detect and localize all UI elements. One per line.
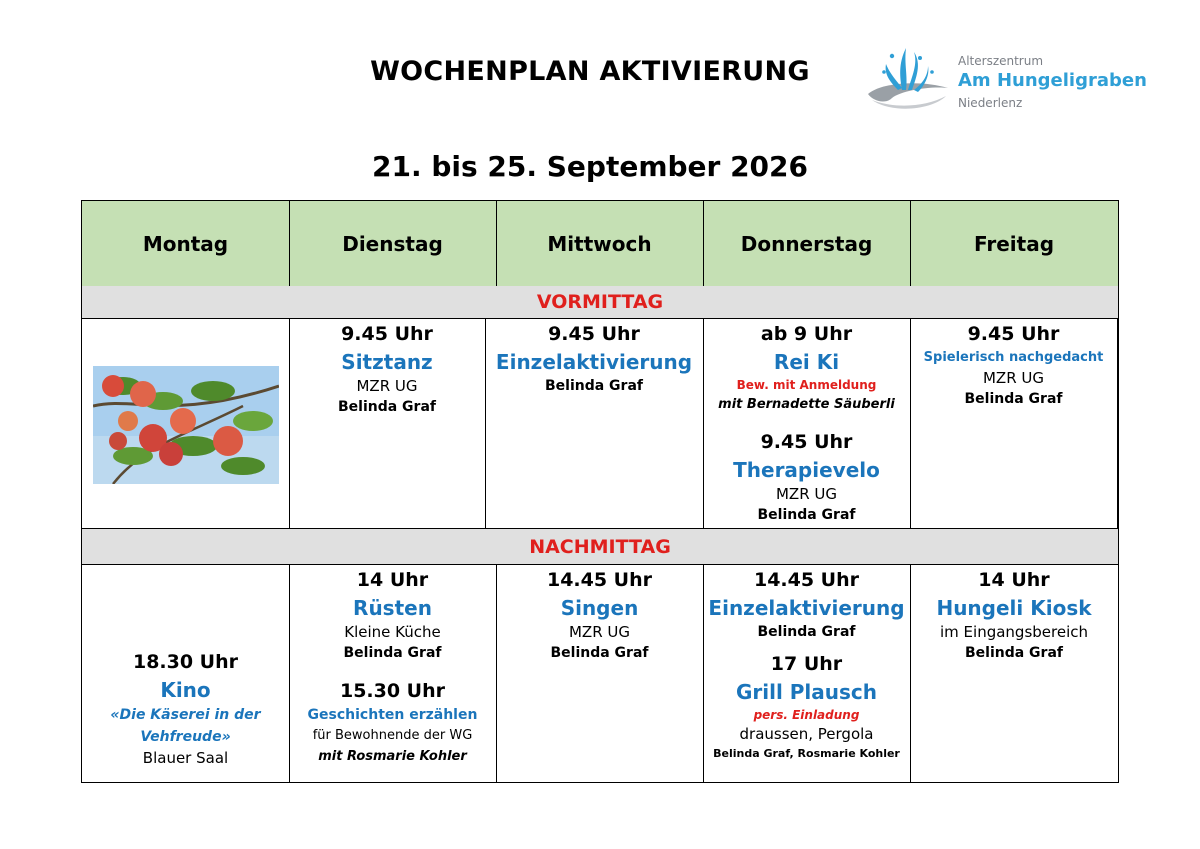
detail: «Die Käserei in der bbox=[110, 707, 261, 723]
activity: Therapievelo bbox=[733, 458, 880, 482]
person: Belinda Graf bbox=[964, 645, 1063, 661]
activity: Singen bbox=[560, 596, 639, 620]
header-mittwoch: Mittwoch bbox=[496, 201, 704, 286]
time: 9.45 Uhr bbox=[548, 323, 640, 345]
table-header-row bbox=[82, 201, 1118, 287]
place: MZR UG bbox=[775, 485, 837, 503]
nachmittag-donnerstag-cell bbox=[703, 565, 911, 782]
activity: Hungeli Kiosk bbox=[936, 596, 1092, 620]
person: Belinda Graf bbox=[337, 399, 436, 415]
person: Belinda Graf, Rosmarie Kohler bbox=[713, 747, 900, 760]
place: Kleine Küche bbox=[344, 623, 441, 641]
time: 15.30 Uhr bbox=[339, 680, 446, 702]
nachmittag-dienstag-cell bbox=[289, 565, 497, 782]
nachmittag-mittwoch-cell bbox=[496, 565, 704, 782]
activity: Sitztanz bbox=[341, 350, 433, 374]
person: Belinda Graf bbox=[757, 624, 856, 640]
logo-line-1: Alterszentrum bbox=[958, 54, 1044, 68]
vormittag-montag-cell bbox=[82, 319, 290, 529]
vormittag-band: VORMITTAG bbox=[82, 286, 1118, 319]
person: Belinda Graf bbox=[343, 645, 442, 661]
vormittag-mittwoch-cell bbox=[485, 319, 704, 529]
person: Belinda Graf bbox=[757, 507, 856, 523]
time: 9.45 Uhr bbox=[341, 323, 433, 345]
person: Belinda Graf bbox=[964, 391, 1063, 407]
time: 14 Uhr bbox=[356, 569, 429, 591]
activity: Einzelaktivierung bbox=[708, 596, 905, 620]
vormittag-freitag-cell bbox=[910, 319, 1118, 529]
note: Bew. mit Anmeldung bbox=[736, 378, 877, 392]
activity: Rüsten bbox=[353, 596, 432, 620]
activity: Kino bbox=[160, 678, 211, 702]
header-freitag: Freitag bbox=[973, 231, 1055, 256]
place: Blauer Saal bbox=[142, 749, 229, 767]
time: 14.45 Uhr bbox=[753, 569, 860, 591]
apple-tree-image bbox=[93, 366, 279, 484]
place: im Eingangsbereich bbox=[940, 623, 1088, 641]
place: MZR UG bbox=[568, 623, 630, 641]
time: 9.45 Uhr bbox=[760, 431, 853, 453]
header-donnerstag: Donnerstag bbox=[703, 201, 911, 286]
time: 18.30 Uhr bbox=[132, 651, 239, 673]
vormittag-dienstag-cell bbox=[289, 319, 486, 529]
activity: Rei Ki bbox=[773, 350, 840, 374]
nachmittag-freitag-cell bbox=[910, 565, 1118, 782]
activity: Grill Plausch bbox=[735, 680, 878, 704]
activity: Geschichten erzählen bbox=[307, 707, 478, 723]
person: mit Rosmarie Kohler bbox=[318, 749, 467, 764]
logo-line-2: Am Hungeligraben bbox=[958, 70, 1147, 91]
detail: Vehfreude» bbox=[140, 729, 231, 745]
header-montag: Montag bbox=[82, 201, 290, 286]
place: draussen, Pergola bbox=[739, 725, 874, 743]
nachmittag-band: NACHMITTAG bbox=[82, 528, 1118, 565]
page-title: WOCHENPLAN AKTIVIERUNG bbox=[370, 56, 810, 87]
weekly-plan-table bbox=[81, 200, 1119, 783]
date-range: 21. bis 25. September 2026 bbox=[371, 150, 809, 183]
activity: Einzelaktivierung bbox=[495, 350, 693, 374]
time: 17 Uhr bbox=[770, 653, 843, 675]
activity: Spielerisch nachgedacht bbox=[923, 350, 1104, 365]
note: pers. Einladung bbox=[753, 708, 860, 722]
time: 14 Uhr bbox=[978, 569, 1050, 591]
nachmittag-montag-cell bbox=[82, 565, 290, 782]
time: 14.45 Uhr bbox=[546, 569, 653, 591]
fountain-logo-icon bbox=[862, 42, 952, 114]
place: für Bewohnende der WG bbox=[312, 728, 473, 743]
time: 9.45 Uhr bbox=[967, 323, 1060, 345]
vormittag-donnerstag-cell bbox=[703, 319, 911, 529]
person: Belinda Graf bbox=[544, 378, 643, 394]
logo-line-3: Niederlenz bbox=[958, 96, 1023, 110]
header-dienstag: Dienstag bbox=[289, 201, 497, 286]
person: Belinda Graf bbox=[550, 645, 649, 661]
place: MZR UG bbox=[356, 377, 418, 395]
time: ab 9 Uhr bbox=[760, 323, 853, 345]
place: MZR UG bbox=[982, 369, 1044, 387]
logo bbox=[862, 42, 1162, 114]
person: mit Bernadette Säuberli bbox=[718, 397, 895, 412]
